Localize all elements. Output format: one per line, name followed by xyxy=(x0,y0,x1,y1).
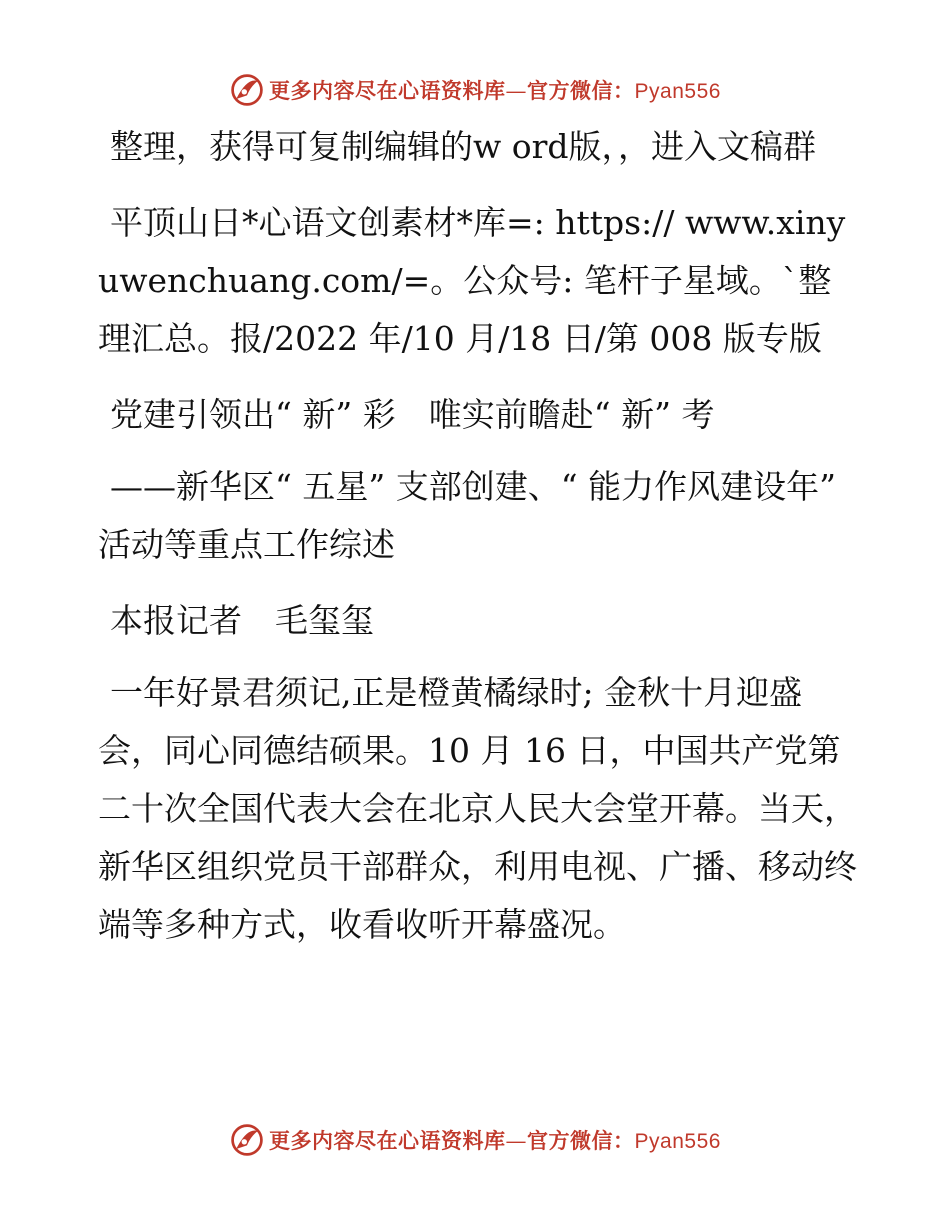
article-subtitle: ——新华区“ 五星” 支部创建、“ 能力作风建设年” 活动等重点工作综述 xyxy=(98,467,836,564)
document-body xyxy=(98,118,858,972)
watermark-handle: Pyan556 xyxy=(634,80,721,103)
footer-watermark xyxy=(0,1118,950,1162)
header-watermark xyxy=(0,68,950,112)
article-byline: 本报记者 毛玺玺 xyxy=(110,601,374,640)
watermark-wechat-label: 官方微信： xyxy=(527,78,635,103)
watermark-text xyxy=(269,1125,721,1155)
watermark-main: 更多内容尽在心语资料库 xyxy=(269,78,506,103)
paragraph-source: 平顶山日*心语文创素材*库=: https:// www.xinyuwenchuang.com/=。公众号: 笔杆子星域。`整理汇总。报/2022 年/10 月/18 日/第 008 版专版 xyxy=(98,203,846,358)
watermark-main: 更多内容尽在心语资料库 xyxy=(269,1128,506,1153)
watermark-handle: Pyan556 xyxy=(634,1130,721,1153)
brand-logo-icon xyxy=(229,72,265,108)
article-title: 党建引领出“ 新” 彩 唯实前瞻赴“ 新” 考 xyxy=(110,395,715,434)
watermark-separator: — xyxy=(505,1129,528,1153)
paragraph-intro: 整理，获得可复制编辑的w ord版，，进入文稿群 xyxy=(110,127,817,166)
paragraph-body: 一年好景君须记,正是橙黄橘绿时; 金秋十月迎盛会，同心同德结硕果。10 月 16 日，中国共产党第二十次全国代表大会在北京人民大会堂开幕。当天，新华区组织党员干部群众，利用电视、广播、移动终端等多种方式，收看收听开幕盛况。 xyxy=(98,673,857,944)
brand-logo-icon xyxy=(229,1122,265,1158)
watermark-text xyxy=(269,75,721,105)
watermark-wechat-label: 官方微信： xyxy=(527,1128,635,1153)
watermark-separator: — xyxy=(505,79,528,103)
